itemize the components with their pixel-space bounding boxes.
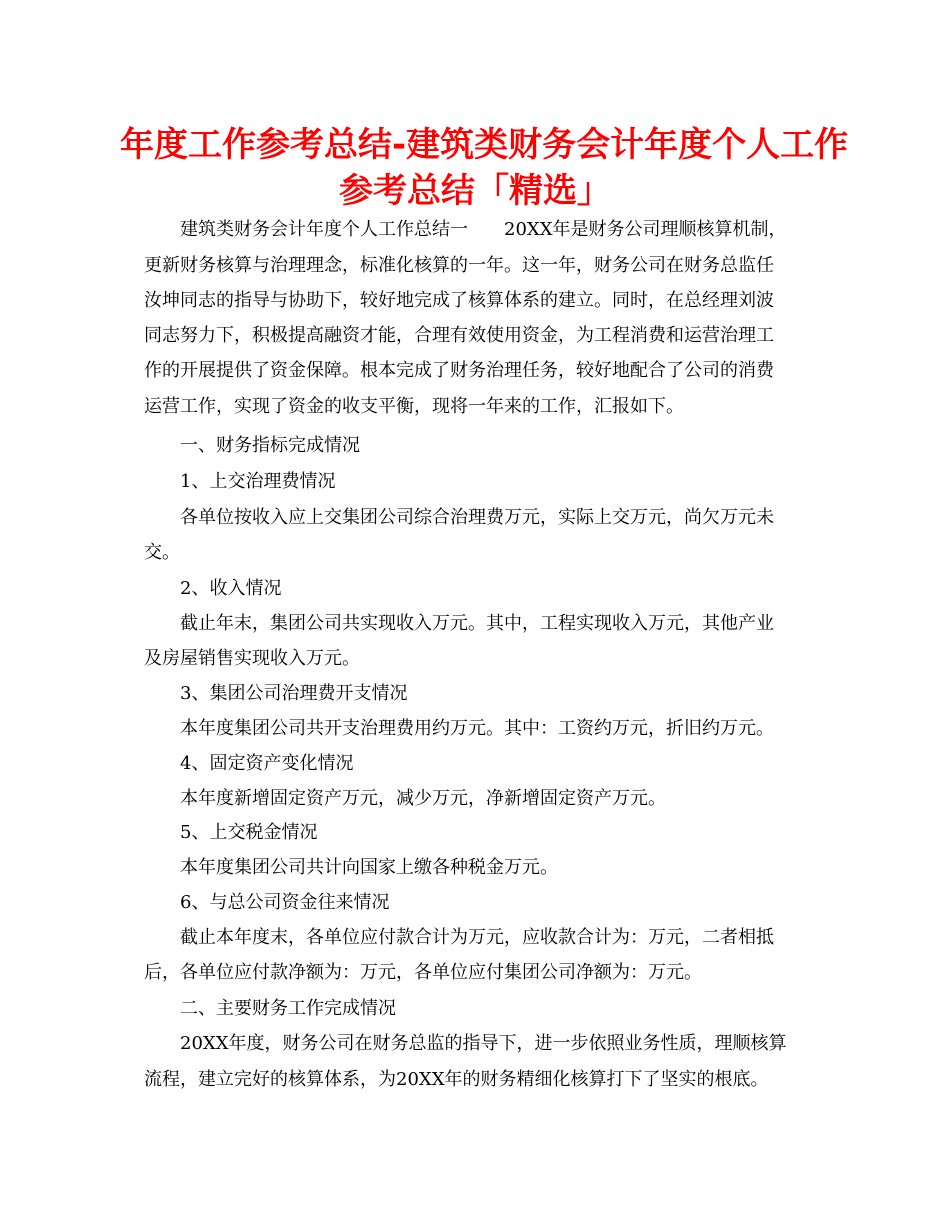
paragraph-line: 建筑类财务会计年度个人工作总结一 20XX年是财务公司理顺核算机制， <box>180 219 787 240</box>
paragraph-line: 同志努力下，积极提高融资才能，合理有效使用资金，为工程消费和运营治理工 <box>144 325 774 346</box>
paragraph-line: 后，各单位应付款净额为：万元，各单位应付集团公司净额为：万元。 <box>144 962 702 983</box>
document-title-line-1: 年度工作参考总结-建筑类财务会计年度个人工作 <box>120 125 849 165</box>
section-heading: 二、主要财务工作完成情况 <box>180 998 396 1019</box>
document-title-line-2: 参考总结「精选」 <box>339 171 611 211</box>
paragraph-line: 本年度集团公司共开支治理费用约万元。其中：工资约万元，折旧约万元。 <box>180 718 774 739</box>
paragraph-line: 截止本年度末，各单位应付款合计为万元，应收款合计为：万元，二者相抵 <box>180 927 774 948</box>
paragraph-line: 交。 <box>144 542 180 563</box>
paragraph-line: 本年度集团公司共计向国家上缴各种税金万元。 <box>180 857 558 878</box>
paragraph-line: 及房屋销售实现收入万元。 <box>144 648 360 669</box>
subsection-heading: 6、与总公司资金往来情况 <box>180 892 390 913</box>
subsection-heading: 1、上交治理费情况 <box>180 471 336 492</box>
subsection-heading: 3、集团公司治理费开支情况 <box>180 683 408 704</box>
subsection-heading: 2、收入情况 <box>180 578 282 599</box>
paragraph-line: 截止年末，集团公司共实现收入万元。其中，工程实现收入万元，其他产业 <box>180 613 774 634</box>
paragraph-line: 本年度新增固定资产万元，减少万元，净新增固定资产万元。 <box>180 788 666 809</box>
paragraph-line: 各单位按收入应上交集团公司综合治理费万元，实际上交万元，尚欠万元未 <box>180 507 774 528</box>
paragraph-line: 更新财务核算与治理理念，标准化核算的一年。这一年，财务公司在财务总监任 <box>144 255 774 276</box>
subsection-heading: 4、固定资产变化情况 <box>180 753 354 774</box>
paragraph-line: 运营工作，实现了资金的收支平衡，现将一年来的工作，汇报如下。 <box>144 396 684 417</box>
paragraph-line: 作的开展提供了资金保障。根本完成了财务治理任务，较好地配合了公司的消费 <box>144 360 774 381</box>
paragraph-line: 汝坤同志的指导与协助下，较好地完成了核算体系的建立。同时，在总经理刘波 <box>144 290 774 311</box>
subsection-heading: 5、上交税金情况 <box>180 822 318 843</box>
section-heading: 一、财务指标完成情况 <box>180 435 360 456</box>
paragraph-line: 流程，建立完好的核算体系，为20XX年的财务精细化核算打下了坚实的根底。 <box>144 1069 769 1090</box>
paragraph-line: 20XX年度，财务公司在财务总监的指导下，进一步依照业务性质，理顺核算 <box>180 1033 787 1054</box>
